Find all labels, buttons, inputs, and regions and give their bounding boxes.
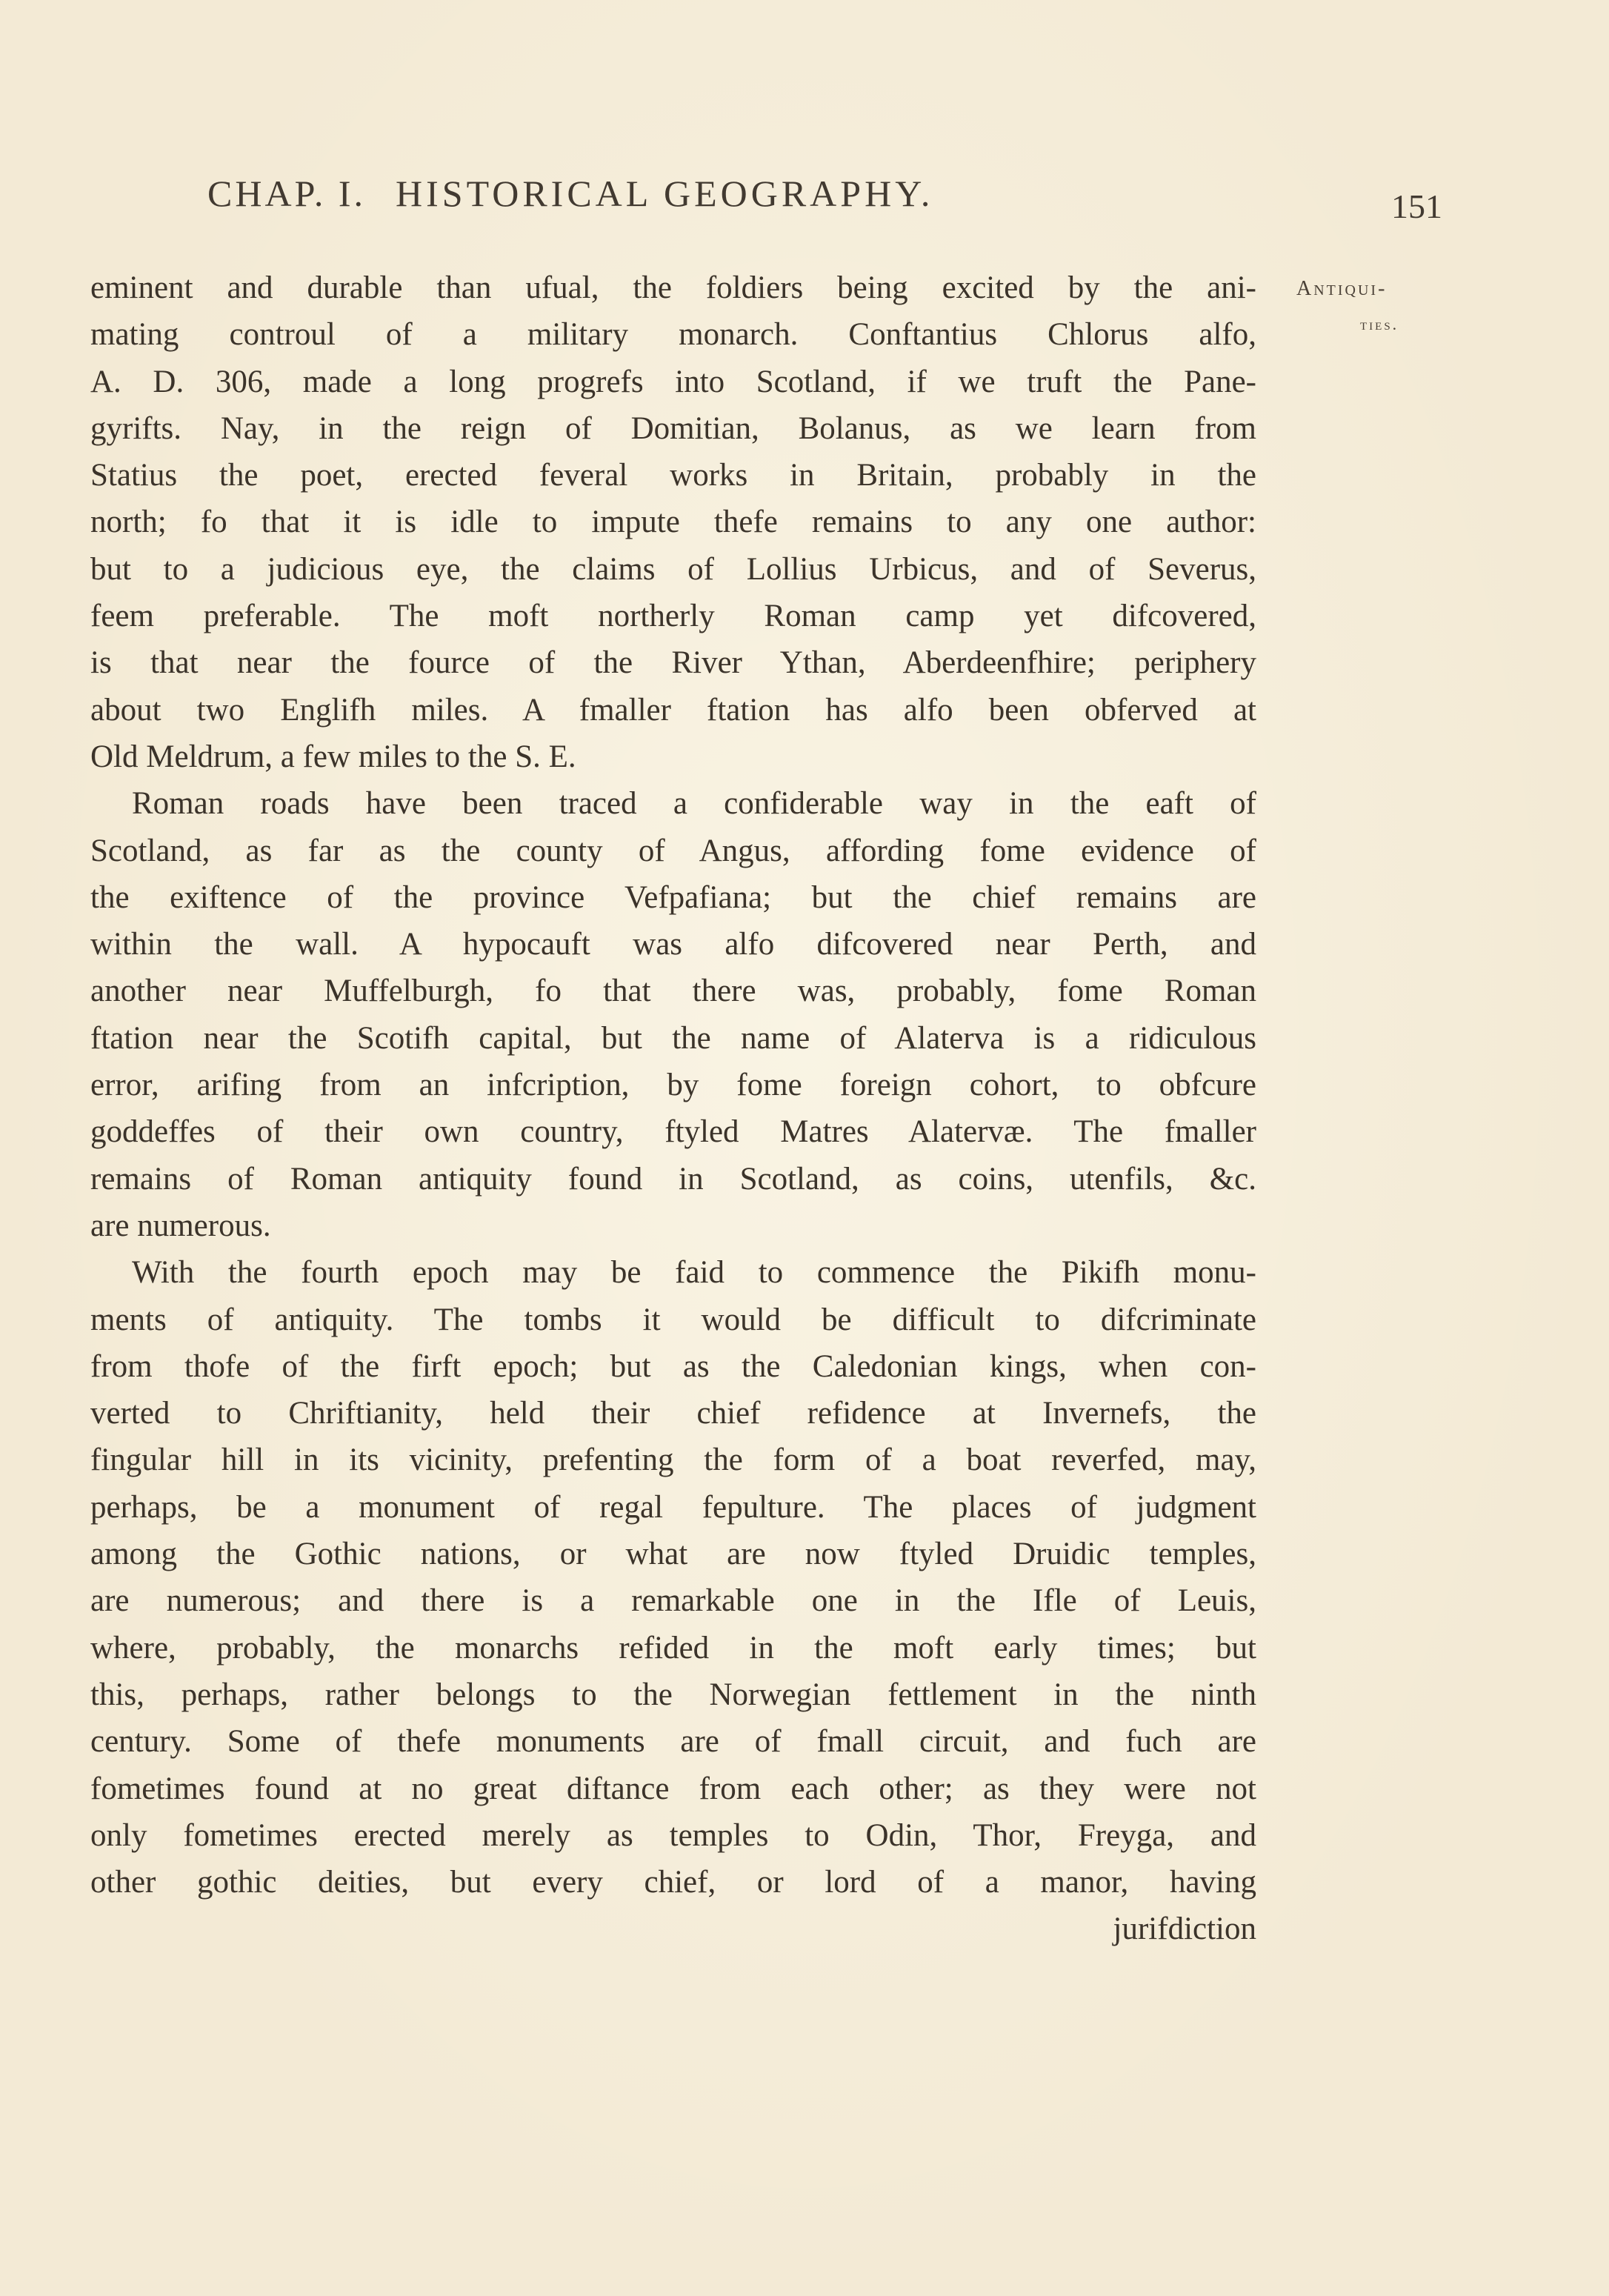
text-line: mating controul of a military monarch. Conftantius Chlorus alfo, [90,317,1256,353]
text-line: eminent and durable than ufual, the foldiers being excited by the ani- [90,270,1256,305]
text-line: verted to Chriftianity, held their chief refidence at Invernefs, the [90,1396,1256,1431]
text-line: With the fourth epoch may be faid to commence the Pikifh monu- [132,1255,1256,1291]
margin-note-line-1: Antiqui- [1296,277,1388,300]
text-line: the exiftence of the province Vefpafiana; but the chief remains are [90,879,1256,915]
text-line: feem preferable. The moft northerly Roman camp yet difcovered, [90,599,1256,634]
text-line: fometimes found at no great diftance from each other; as they were not [90,1771,1256,1806]
text-line: are numerous. [90,1208,271,1243]
text-line: only fometimes erected merely as temples to Odin, Thor, Freyga, and [90,1817,1256,1853]
text-line: remains of Roman antiquity found in Scotland, as coins, utenfils, &c. [90,1161,1256,1197]
text-line: are numerous; and there is a remarkable one in the Ifle of Leuis, [90,1583,1256,1619]
text-line: perhaps, be a monument of regal fepulture. The places of judgment [90,1489,1256,1525]
text-line: century. Some of thefe monuments are of fmall circuit, and fuch are [90,1724,1256,1760]
text-line: ments of antiquity. The tombs it would be difficult to difcriminate [90,1302,1256,1337]
text-line: within the wall. A hypocauft was alfo difcovered near Perth, and [90,927,1256,962]
text-line: from thofe of the firft epoch; but as the Caledonian kings, when con- [90,1348,1256,1384]
page-number: 151 [1391,187,1442,225]
text-line: Old Meldrum, a few miles to the S. E. [90,739,576,774]
chapter-label: CHAP. I. [207,173,366,214]
text-line: but to a judicious eye, the claims of Lollius Urbicus, and of Severus, [90,551,1256,587]
text-line: where, probably, the monarchs refided in the moft early times; but [90,1630,1256,1666]
text-line: goddeffes of their own country, ftyled Matres Alatervæ. The fmaller [90,1114,1256,1150]
text-line: north; fo that it is idle to impute thefe remains to any one author: [90,505,1256,540]
text-line: ftation near the Scotifh capital, but the name of Alaterva is a ridiculous [90,1020,1256,1056]
text-line: is that near the fource of the River Ythan, Aberdeenfhire; periphery [90,645,1256,681]
text-line: Statius the poet, erected feveral works in Britain, probably in the [90,458,1256,493]
running-head [207,172,1452,224]
text-line: other gothic deities, but every chief, or lord of a manor, having [90,1865,1256,1900]
text-line: fingular hill in its vicinity, prefenting the form of a boat reverfed, may, [90,1443,1256,1478]
text-line: among the Gothic nations, or what are now ftyled Druidic temples, [90,1537,1256,1572]
text-line: Scotland, as far as the county of Angus, affording fome evidence of [90,833,1256,868]
text-line: gyrifts. Nay, in the reign of Domitian, Bolanus, as we learn from [90,410,1256,446]
body-text [90,264,1256,1953]
text-line: A. D. 306, made a long progrefs into Scotland, if we truft the Pane- [90,364,1256,399]
margin-note [1296,271,1459,342]
margin-note-line-2: ties. [1360,315,1399,333]
text-line: about two Englifh miles. A fmaller ftation has alfo been obferved at [90,692,1256,728]
text-line: Roman roads have been traced a confiderable way in the eaft of [132,786,1256,822]
chapter-title: HISTORICAL GEOGRAPHY. [396,173,934,214]
text-line: error, arifing from an infcription, by fome foreign cohort, to obfcure [90,1068,1256,1103]
text-line: this, perhaps, rather belongs to the Norwegian fettlement in the ninth [90,1677,1256,1712]
catchword: jurifdiction [1113,1911,1256,1947]
text-line: another near Muffelburgh, fo that there was, probably, fome Roman [90,974,1256,1009]
